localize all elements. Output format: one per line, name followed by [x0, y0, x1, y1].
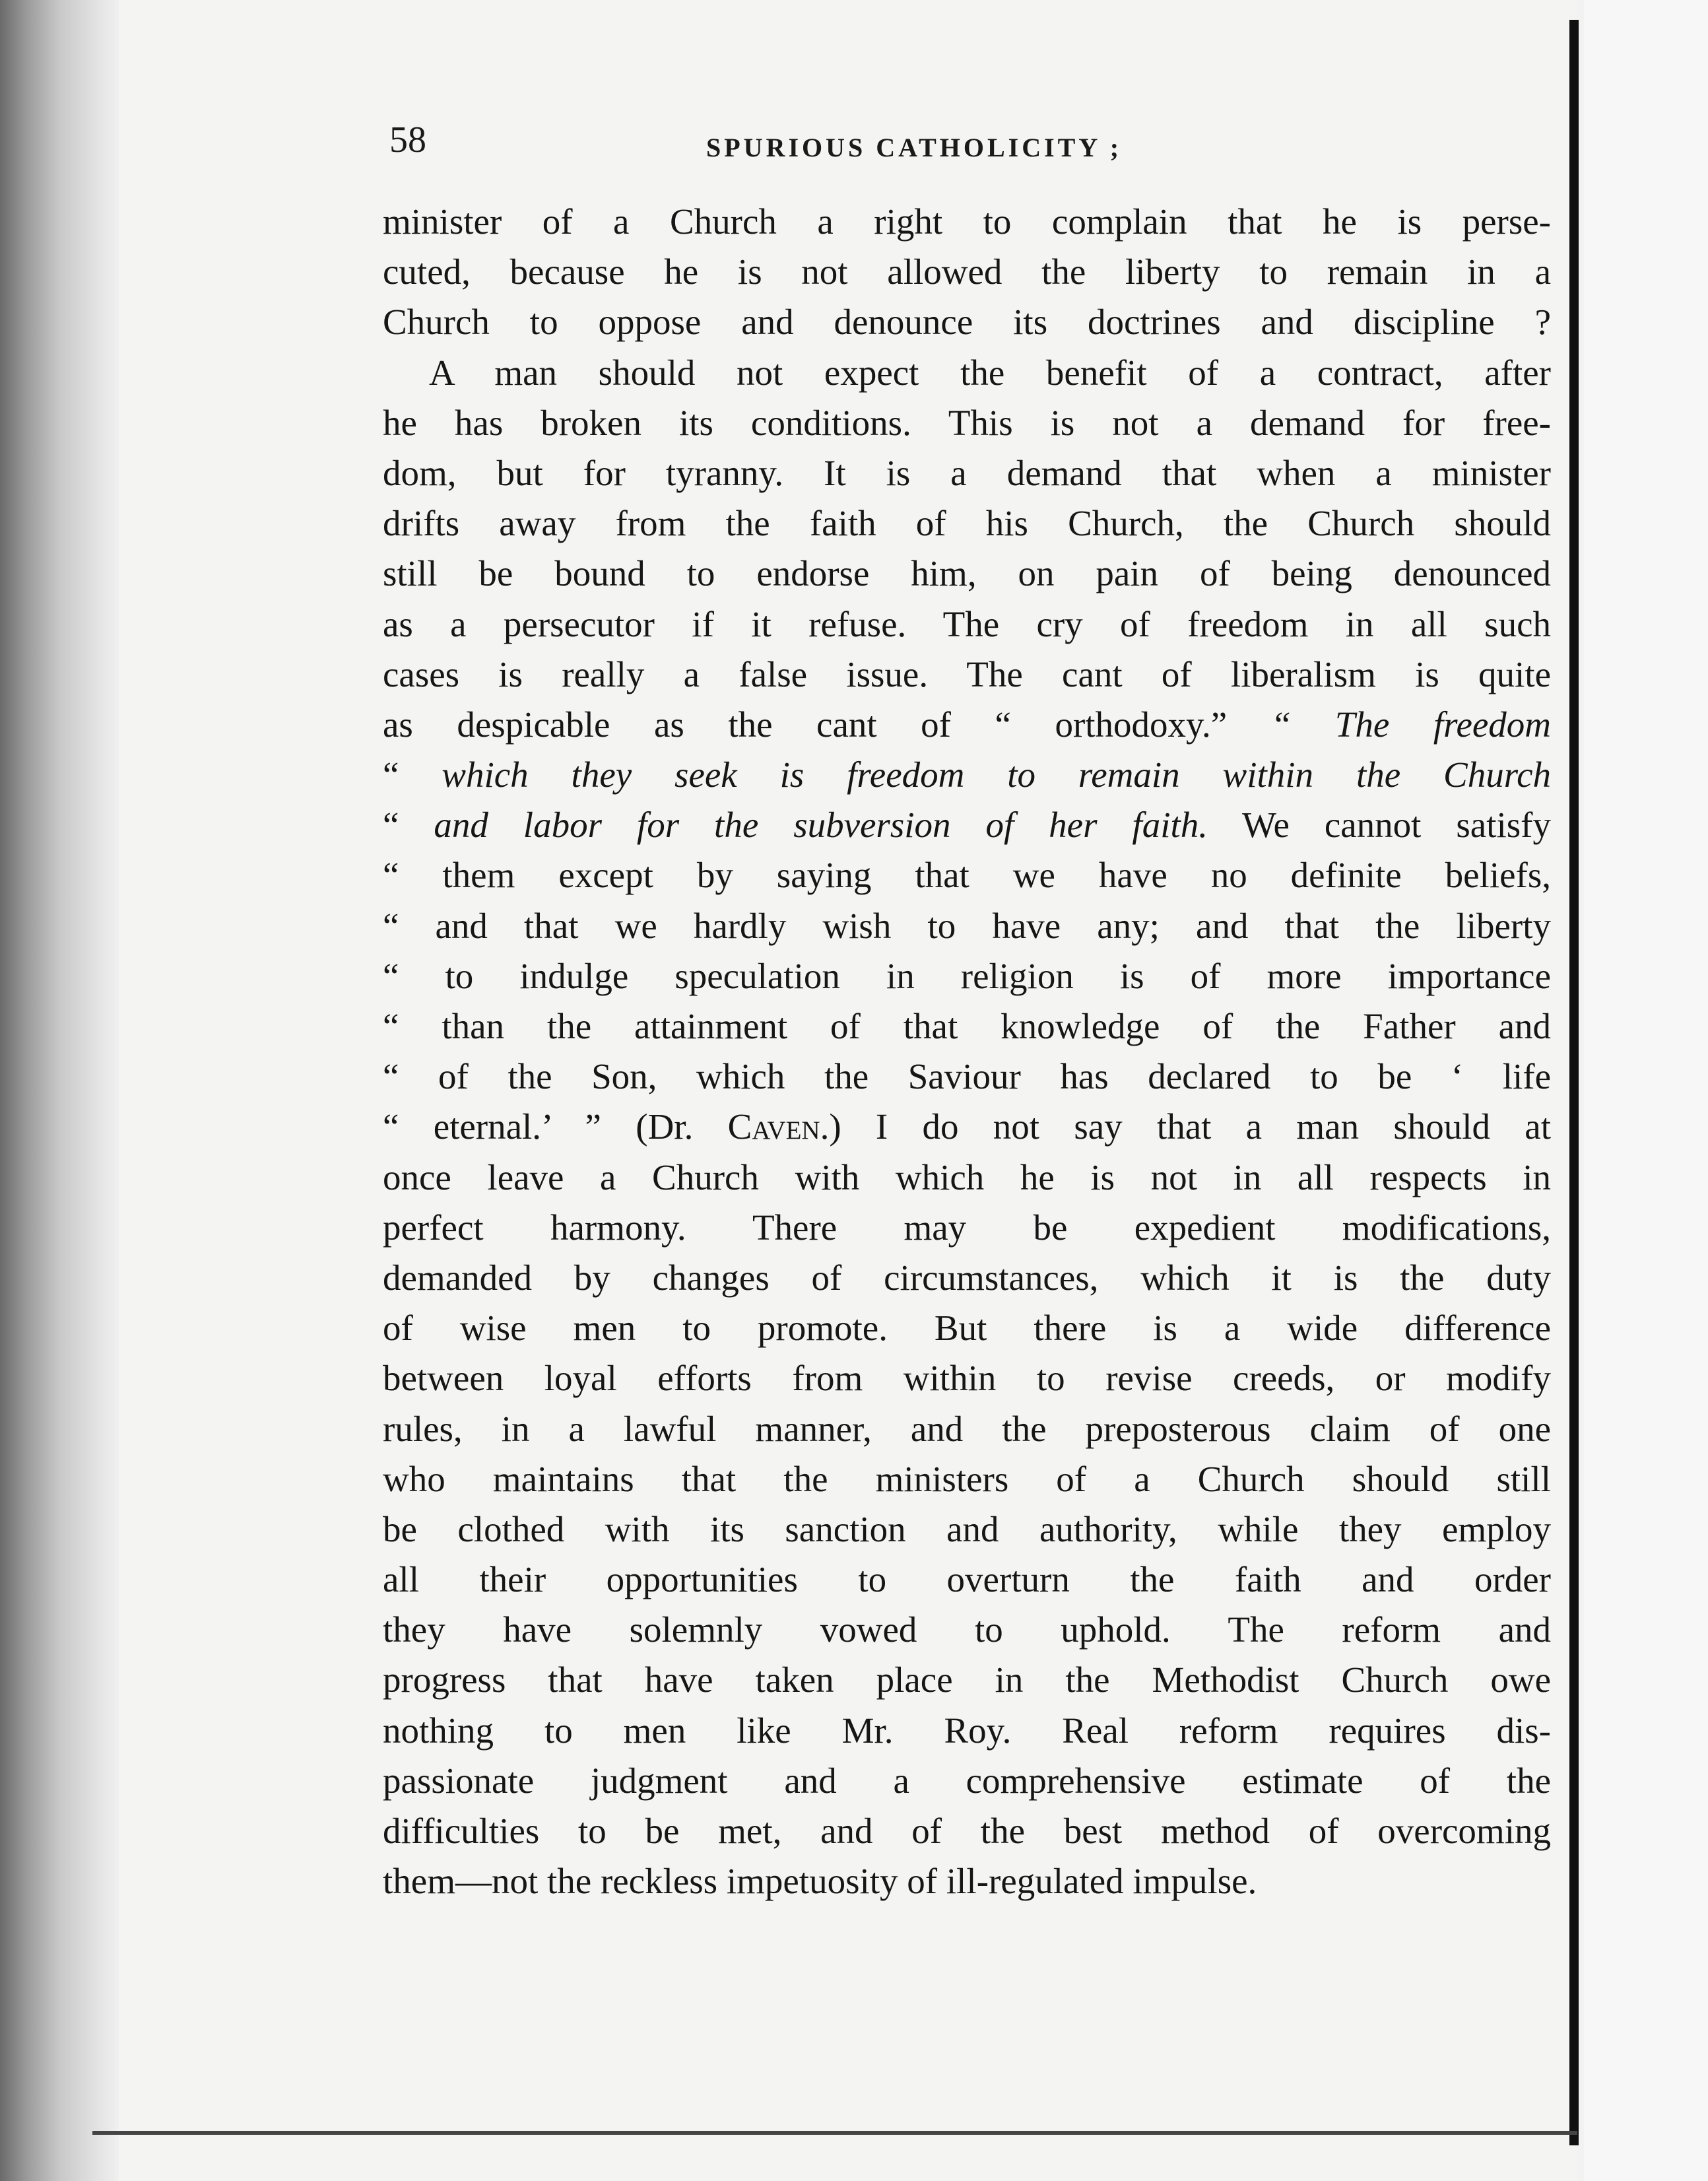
- text-plain: “ eternal.’ ” (Dr.: [383, 1106, 728, 1147]
- text-line: all their opportunities to overturn the faith and order: [383, 1559, 1551, 1600]
- quote-mark: “: [383, 755, 442, 795]
- text-line: them—not the reckless impetuosity of ill-regulated impulse.: [383, 1861, 1257, 1902]
- text-line: “ of the Son, which the Saviour has declared to be ‘ life: [383, 1056, 1551, 1097]
- text-line: be clothed with its sanction and authority, while they employ: [383, 1508, 1551, 1549]
- text-line: difficulties to be met, and of the best method of overcoming: [383, 1811, 1551, 1851]
- quoted-italic-text: and labor for the subversion of her faith.: [434, 805, 1208, 846]
- text-line: he has broken its conditions. This is not a demand for free-: [383, 402, 1551, 443]
- text-line: Church to oppose and denounce its doctrines and discipline ?: [383, 302, 1551, 343]
- text-line: perfect harmony. There may be expedient modifications,: [383, 1207, 1551, 1248]
- book-page: [119, 0, 1577, 2181]
- text-plain: We cannot satisfy: [1208, 805, 1551, 846]
- text-line: demanded by changes of circumstances, which it is the duty: [383, 1257, 1551, 1298]
- facing-page-margin: [1584, 0, 1708, 2181]
- text-line: still be bound to endorse him, on pain of being denounced: [383, 553, 1551, 594]
- text-line: who maintains that the ministers of a Church should still: [383, 1458, 1551, 1499]
- text-line: dom, but for tyranny. It is a demand that when a minister: [383, 452, 1551, 493]
- text-line: [383, 750, 1551, 800]
- text-line: between loyal efforts from within to revise creeds, or modify: [383, 1358, 1551, 1399]
- text-line: [383, 700, 1551, 750]
- text-line: [383, 1102, 1551, 1152]
- author-name-smallcaps: Caven: [727, 1106, 820, 1147]
- text-line: rules, in a lawful manner, and the preposterous claim of one: [383, 1408, 1551, 1449]
- text-line: nothing to men like Mr. Roy. Real reform requires dis-: [383, 1710, 1551, 1751]
- page-edge-shadow: [1569, 20, 1579, 2145]
- text-plain: .) I do not say that a man should at: [820, 1106, 1551, 1147]
- text-line: “ than the attainment of that knowledge of the Father and: [383, 1006, 1551, 1046]
- text-plain: as despicable as the cant of “ orthodoxy.”: [383, 704, 1271, 745]
- body-text: [383, 197, 1551, 1906]
- running-head: SPURIOUS CATHOLICITY ;: [706, 133, 1123, 162]
- text-line: “ and that we hardly wish to have any; and that the liberty: [383, 905, 1551, 946]
- page-bottom-edge: [92, 2131, 1577, 2135]
- page-header: [119, 119, 1577, 172]
- text-line: A man should not expect the benefit of a contract, after: [429, 352, 1551, 393]
- text-line: as a persecutor if it refuse. The cry of freedom in all such: [383, 603, 1551, 644]
- text-line: drifts away from the faith of his Church, the Church should: [383, 503, 1551, 544]
- text-line: passionate judgment and a comprehensive estimate of the: [383, 1760, 1551, 1801]
- text-line: minister of a Church a right to complain that he is perse-: [383, 201, 1551, 242]
- page-number: 58: [389, 119, 426, 160]
- text-line: “ them except by saying that we have no definite beliefs,: [383, 855, 1551, 896]
- quote-mark: “: [383, 805, 434, 846]
- text-line: “ to indulge speculation in religion is of more importance: [383, 955, 1551, 996]
- quoted-italic-text: “ The freedom: [1270, 704, 1551, 745]
- book-binding-shadow: [0, 0, 119, 2181]
- text-line: cases is really a false issue. The cant of liberalism is quite: [383, 654, 1551, 694]
- text-line: cuted, because he is not allowed the liberty to remain in a: [383, 252, 1551, 292]
- text-line: progress that have taken place in the Methodist Church owe: [383, 1660, 1551, 1700]
- quoted-italic-text: which they seek is freedom to remain within the Church: [442, 755, 1551, 795]
- text-line: [383, 800, 1551, 850]
- text-line: once leave a Church with which he is not in all respects in: [383, 1157, 1551, 1197]
- text-line: of wise men to promote. But there is a wide difference: [383, 1308, 1551, 1349]
- text-line: they have solemnly vowed to uphold. The reform and: [383, 1609, 1551, 1650]
